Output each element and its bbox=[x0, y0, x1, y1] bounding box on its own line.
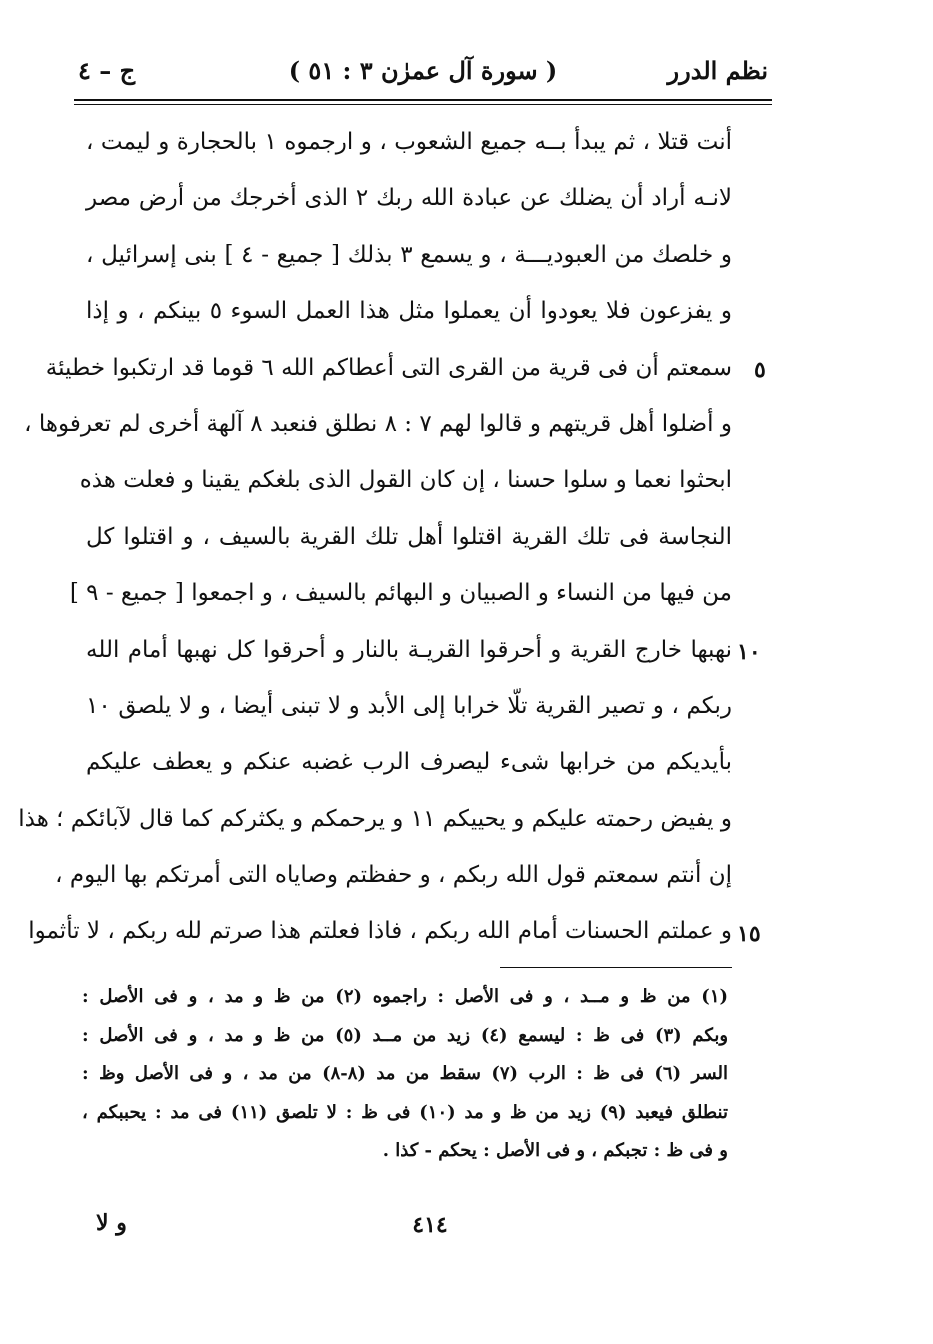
header-rule-thick bbox=[74, 99, 772, 101]
text-line: ربكم ، و تصير القرية تلّا خرابا إلى الأبد و لا تبنى أيضا ، و لا يلصق ١٠ bbox=[86, 692, 732, 719]
footnote-line: تنطلق فيعبد (٩) زيد من ظ و مد (١٠) فى ظ : لا تلصق (١١) فى مد : يحببكم ، bbox=[82, 1101, 728, 1123]
text-line: لانـه أراد أن يضلك عن عبادة الله ربك ٢ الذى أخرجك من أرض مصر bbox=[86, 185, 733, 212]
page-number: ٤١٤ bbox=[412, 1212, 448, 1238]
footnote-line: السر (٦) فى ظ : الرب (٧) سقط من مد (٨-٨) من مد ، و فى الأصل وظ : bbox=[82, 1063, 729, 1084]
volume-number: ج – ٤ bbox=[78, 56, 136, 85]
text-line: بأيديكم من خرابها شىء ليصرف الرب غضبه عنكم و يعطف عليكم bbox=[86, 749, 732, 776]
text-line: و خلصك من العبوديـــة ، و يسمع ٣ بذلك [ جميع - ٤ ] بنى إسرائيل ، bbox=[86, 241, 732, 268]
text-line: و يفيض رحمته عليكم و يحييكم ١١ و يرحمكم و يكثركم كما قال لآبائكم ؛ هذا bbox=[18, 805, 732, 832]
text-line: و أضلوا أهل قريتهم و قالوا لهم ٧ : ٨ نطلق فنعبد ٨ آلهة أخرى لم تعرفوها ، bbox=[24, 410, 732, 437]
line-number-10: ١٠ bbox=[737, 639, 761, 665]
running-header bbox=[78, 52, 768, 92]
text-line: و عملتم الحسنات أمام الله ربكم ، فاذا فعلتم هذا صرتم لله ربكم ، لا تأثموا bbox=[28, 918, 732, 945]
catchword: و لا bbox=[96, 1210, 127, 1236]
footnote-line: (١) من ظ و مــد ، و فى الأصل : راجموه (٢) من ظ و مد ، و فى الأصل : bbox=[82, 986, 729, 1007]
footnotes bbox=[82, 978, 728, 1171]
text-line: النجاسة فى تلك القرية اقتلوا أهل تلك القرية بالسيف ، و اقتلوا كل bbox=[86, 523, 732, 550]
text-line: أنت قتلا ، ثم يبدأ بــه جميع الشعوب ، و ارجموه ١ بالحجارة و ليمت ، bbox=[86, 129, 732, 155]
text-line: نهبها خارج القرية و أحرقوا القريـة بالنار و أحرقوا كل نهبها أمام الله bbox=[86, 636, 732, 663]
text-line: و يفزعون فلا يعودوا أن يعملوا مثل هذا العمل السوء ٥ بينكم ، و إذا bbox=[86, 298, 732, 325]
footnote-line: وبكم (٣) فى ظ : ليسمع (٤) زيد من مــد (٥) من ظ و مد ، و فى الأصل : bbox=[82, 1024, 729, 1046]
text-line: ابحثوا نعما و سلوا حسنا ، إن كان القول الذى بلغكم يقينا و فعلت هذه bbox=[79, 467, 732, 494]
main-text bbox=[18, 114, 733, 960]
footnote-line: و فى ظ : تجبكم ، و فى الأصل : يحكم - كذا . bbox=[382, 1140, 728, 1161]
footnote-rule bbox=[500, 967, 732, 968]
header-rule-thin bbox=[74, 104, 772, 105]
line-number-5: ٥ bbox=[754, 357, 766, 383]
line-number-15: ١٥ bbox=[737, 921, 761, 947]
book-title: نظم الدرر bbox=[667, 56, 768, 85]
text-line: إن أنتم سمعتم قول الله ربكم ، و حفظتم وصاياه التى أمرتكم بها اليوم ، bbox=[55, 862, 732, 889]
text-line: سمعتم أن فى قرية من القرى التى أعطاكم الله ٦ قوما قد ارتكبوا خطيئة bbox=[45, 354, 732, 381]
surah-reference: ( سورة آل عمرٰن ٣ : ٥١ ) bbox=[288, 56, 558, 85]
text-line: من فيها من النساء و الصبيان و البهائم بالسيف ، و اجمعوا [ جميع - ٩ ] bbox=[69, 580, 732, 607]
